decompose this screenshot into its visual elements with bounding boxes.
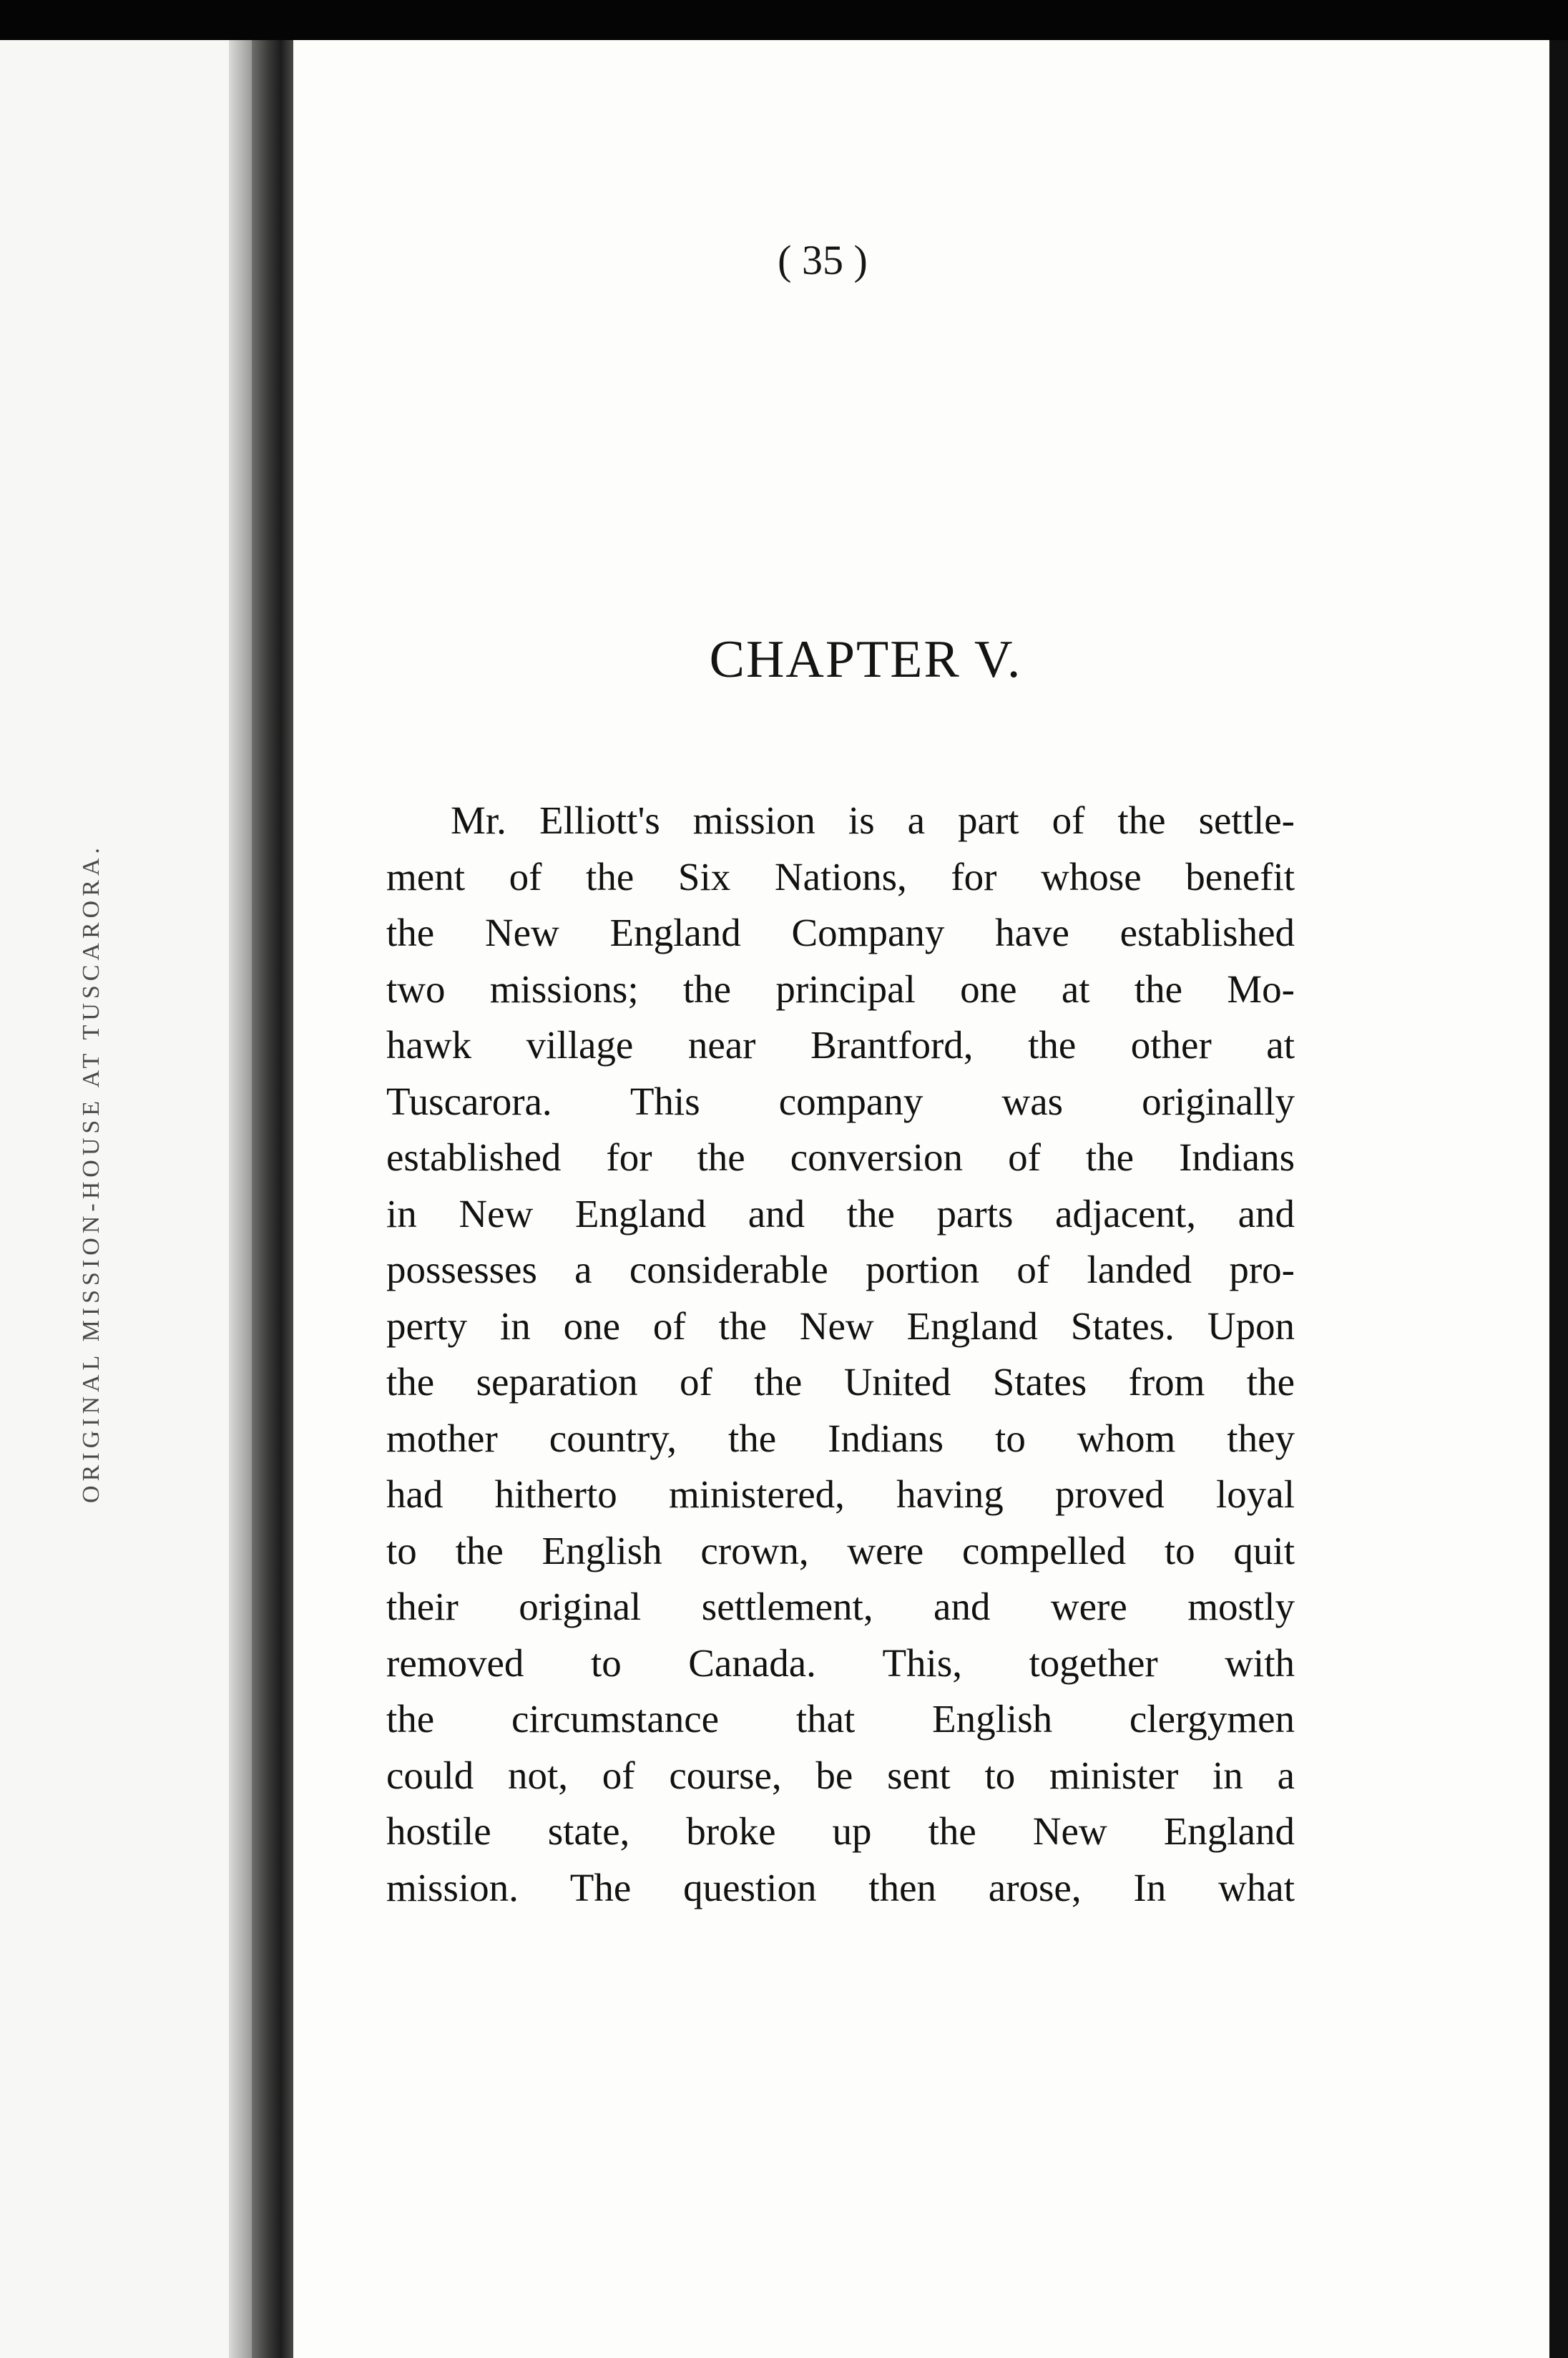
text-line: their original settlement, and were mostly	[386, 1585, 1295, 1628]
text-line: mission. The question then arose, In what	[386, 1865, 1295, 1909]
plate-caption: ORIGINAL MISSION-HOUSE AT TUSCARORA.	[78, 843, 104, 1503]
text-line: removed to Canada. This, together with	[386, 1640, 1295, 1685]
scan-top-border	[0, 0, 1568, 40]
chapter-title: CHAPTER V.	[709, 630, 1022, 689]
text-line: possesses a considerable portion of landed pro-	[386, 1248, 1295, 1291]
left-page	[0, 40, 252, 2358]
text-line: the circumstance that English clergymen	[386, 1697, 1295, 1741]
text-line: Mr. Elliott's mission is a part of the settle-	[451, 798, 1295, 842]
text-line: hostile state, broke up the New England	[386, 1809, 1295, 1853]
body-text	[386, 793, 1295, 1916]
text-line: the New England Company have established	[386, 911, 1295, 954]
text-line: ment of the Six Nations, for whose benefit	[386, 854, 1295, 899]
text-line: had hitherto ministered, having proved loyal	[386, 1472, 1295, 1516]
book-spine-gutter	[252, 40, 293, 2358]
left-page-edge	[229, 40, 252, 2358]
text-line: two missions; the principal one at the Mo-	[386, 967, 1295, 1011]
text-line: the separation of the United States from the	[386, 1360, 1295, 1404]
scan-right-border	[1549, 40, 1568, 2358]
page-number: ( 35 )	[778, 237, 868, 283]
text-line: Tuscarora. This company was originally	[386, 1079, 1295, 1123]
text-line: in New England and the parts adjacent, and	[386, 1191, 1295, 1236]
text-line: could not, of course, be sent to minister in a	[386, 1753, 1295, 1797]
text-line: mother country, the Indians to whom they	[386, 1416, 1295, 1460]
text-line: to the English crown, were compelled to quit	[386, 1528, 1295, 1572]
text-line: perty in one of the New England States. Upon	[386, 1303, 1295, 1348]
text-line: hawk village near Brantford, the other at	[386, 1023, 1295, 1067]
text-line: established for the conversion of the Indians	[386, 1135, 1295, 1179]
